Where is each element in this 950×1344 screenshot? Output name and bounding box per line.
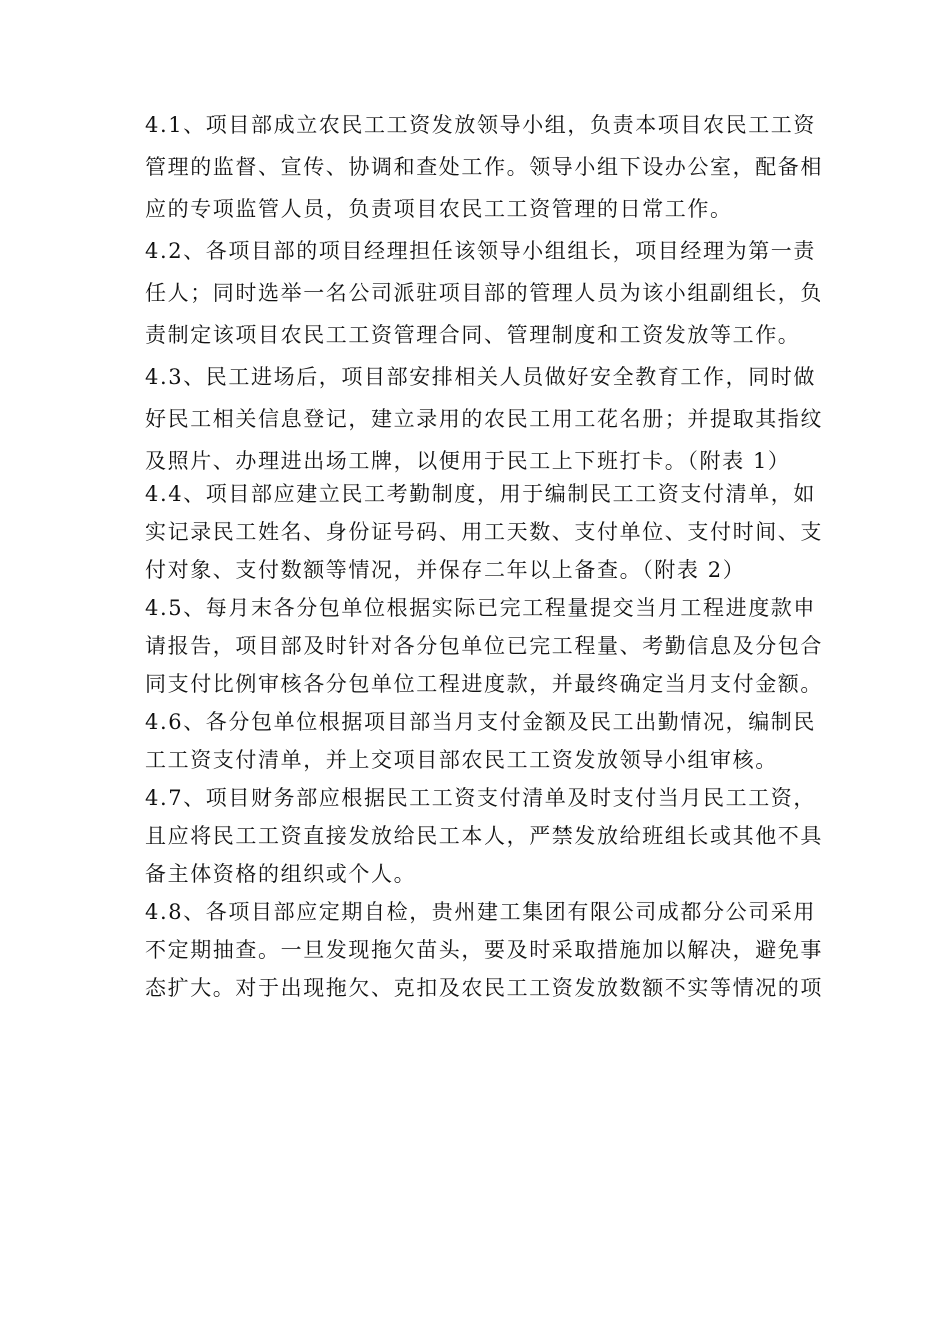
text-line: 及照片、办理进出场工牌，以便用于民工上下班打卡。（附表 1） bbox=[145, 449, 791, 473]
text-line: 4.7、项目财务部应根据民工工资支付清单及时支付当月民工工资， bbox=[145, 786, 816, 810]
document-body bbox=[145, 113, 823, 1000]
text-line: 4.8、各项目部应定期自检，贵州建工集团有限公司成都分公司采用 bbox=[145, 900, 816, 924]
text-line: 工工资支付清单，并上交项目部农民工工资发放领导小组审核。 bbox=[145, 748, 778, 772]
text-line: 请报告，项目部及时针对各分包单位已完工程量、考勤信息及分包合 bbox=[145, 634, 823, 658]
text-line: 管理的监督、宣传、协调和查处工作。领导小组下设办公室，配备相 bbox=[145, 155, 823, 179]
text-line: 4.3、民工进场后，项目部安排相关人员做好安全教育工作，同时做 bbox=[145, 365, 816, 389]
text-line: 付对象、支付数额等情况，并保存二年以上备查。（附表 2） bbox=[145, 558, 746, 582]
text-line: 4.1、项目部成立农民工工资发放领导小组，负责本项目农民工工资 bbox=[145, 113, 816, 137]
text-line: 责制定该项目农民工工资管理合同、管理制度和工资发放等工作。 bbox=[145, 323, 801, 347]
text-line: 好民工相关信息登记，建立录用的农民工用工花名册；并提取其指纹 bbox=[145, 407, 823, 431]
text-line: 任人；同时选举一名公司派驻项目部的管理人员为该小组副组长，负 bbox=[145, 281, 823, 305]
text-line: 4.4、项目部应建立民工考勤制度，用于编制民工工资支付清单，如 bbox=[145, 482, 816, 506]
text-line: 不定期抽查。一旦发现拖欠苗头，要及时采取措施加以解决，避免事 bbox=[145, 938, 823, 962]
text-line: 态扩大。对于出现拖欠、克扣及农民工工资发放数额不实等情况的项 bbox=[145, 976, 823, 1000]
text-line: 4.2、各项目部的项目经理担任该领导小组组长，项目经理为第一责 bbox=[145, 239, 816, 263]
text-line: 同支付比例审核各分包单位工程进度款，并最终确定当月支付金额。 bbox=[145, 672, 823, 696]
text-line: 4.6、各分包单位根据项目部当月支付金额及民工出勤情况，编制民 bbox=[145, 710, 816, 734]
text-line: 备主体资格的组织或个人。 bbox=[145, 862, 417, 886]
text-line: 且应将民工工资直接发放给民工本人，严禁发放给班组长或其他不具 bbox=[145, 824, 823, 848]
text-line: 实记录民工姓名、身份证号码、用工天数、支付单位、支付时间、支 bbox=[145, 520, 823, 544]
text-line: 4.5、每月末各分包单位根据实际已完工程量提交当月工程进度款申 bbox=[145, 596, 816, 620]
text-line: 应的专项监管人员，负责项目农民工工资管理的日常工作。 bbox=[145, 197, 733, 221]
